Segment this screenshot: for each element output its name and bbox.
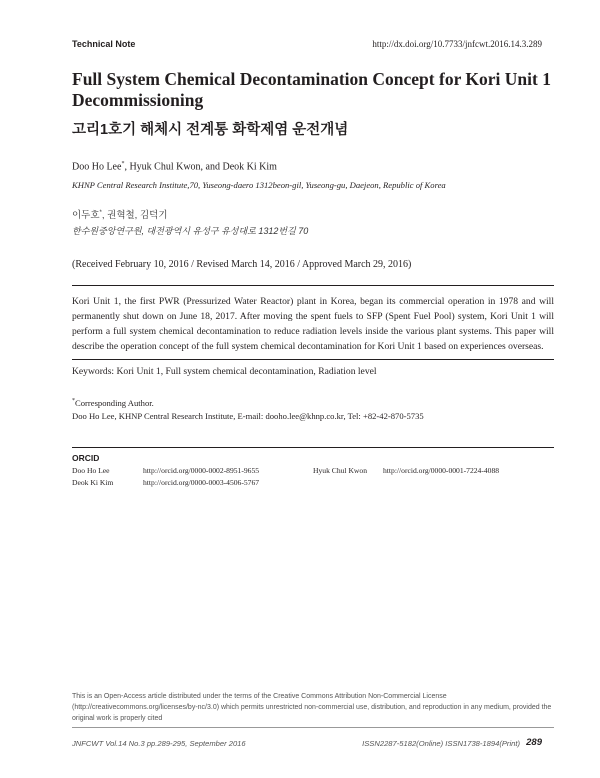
- journal-reference: JNFCWT Vol.14 No.3 pp.289-295, September 2016: [72, 739, 246, 748]
- license-notice: This is an Open-Access article distributed under the terms of the Creative Commons Attribution Non-Commercial License (http://creativecommons.org/licenses/by-nc/3.0) which permits unrestricted non-commercial use, distribution, and reproduction in any medium, provided the original work is properly cited: [72, 693, 552, 722]
- author-list-korean: [72, 207, 168, 221]
- orcid-url[interactable]: http://orcid.org/0000-0003-4506-5767: [143, 478, 260, 487]
- corresponding-mark: *: [121, 161, 125, 167]
- coauthor-names-korean: , 권혁철, 김덕기: [101, 210, 168, 221]
- abstract-top-rule: [72, 285, 554, 286]
- author-affiliation: KHNP Central Research Institute,70, Yuseong-daero 1312beon-gil, Yuseong-gu, Daejeon, Republic of Korea: [72, 180, 446, 190]
- corresponding-mark-korean: *: [99, 209, 102, 216]
- paper-title-korean: 고리1호기 해체시 전계통 화학제염 운전개념: [72, 122, 349, 138]
- orcid-name: Doo Ho Lee: [72, 466, 110, 475]
- page-number: 289: [526, 737, 542, 748]
- coauthor-names: , Hyuk Chul Kwon, and Deok Ki Kim: [124, 161, 277, 173]
- footer-divider: [72, 727, 554, 728]
- orcid-name: Hyuk Chul Kwon: [313, 466, 368, 475]
- author-affiliation-korean: 한수원중앙연구원, 대전광역시 유성구 유성대로 1312번길 70: [72, 226, 309, 236]
- orcid-name: Deok Ki Kim: [72, 478, 114, 487]
- paper-title: Full System Chemical Decontamination Concept for Kori Unit 1 Decommissioning: [72, 69, 551, 110]
- corresponding-author-name-korean: 이두호: [72, 210, 100, 221]
- section-label: Technical Note: [72, 39, 136, 49]
- abstract-bottom-rule: [72, 359, 554, 360]
- orcid-url[interactable]: http://orcid.org/0000-0002-8951-9655: [143, 466, 260, 475]
- corresponding-author-name: Doo Ho Lee: [72, 161, 122, 173]
- issn-line: ISSN2287-5182(Online) ISSN1738-1894(Print): [362, 739, 520, 748]
- corresponding-author-note: [72, 398, 154, 408]
- doi-link[interactable]: http://dx.doi.org/10.7733/jnfcwt.2016.14.3.289: [372, 39, 542, 49]
- orcid-url[interactable]: http://orcid.org/0000-0001-7224-4088: [383, 466, 500, 475]
- keywords: Keywords: Kori Unit 1, Full system chemical decontamination, Radiation level: [72, 366, 377, 377]
- orcid-divider: [72, 447, 554, 448]
- abstract-text: Kori Unit 1, the first PWR (Pressurized Water Reactor) plant in Korea, began its commercial operation in 1978 and will permanently shut down on June 18, 2017. After moving the spent fuels to SFP (Spent Fuel Pool) system, Kori Unit 1 will perform a full system chemical decontamination to reduce radiation levels inside the various plant systems. This paper will describe the operation concept of the full system chemical decontamination for Kori Unit 1 based on experiences overseas.: [72, 296, 554, 352]
- orcid-heading: ORCID: [72, 453, 100, 463]
- author-list: [72, 161, 277, 172]
- corresponding-note-mark: *: [72, 398, 75, 405]
- corresponding-author-contact[interactable]: Doo Ho Lee, KHNP Central Research Institute, E-mail: dooho.lee@khnp.co.kr, Tel: +82-42-870-5735: [72, 411, 424, 421]
- corresponding-note-label: Corresponding Author.: [75, 398, 154, 408]
- submission-dates: (Received February 10, 2016 / Revised March 14, 2016 / Approved March 29, 2016): [72, 259, 412, 270]
